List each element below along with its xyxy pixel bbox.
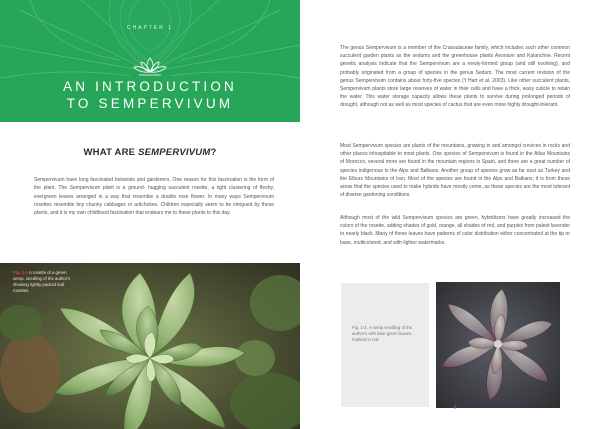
rosette-photo-purple (436, 282, 560, 408)
caption-box (341, 283, 429, 407)
right-paragraph-3: Although most of the wild Sempervivum species are green, hybridizers have greatly increased the colors of the rosette, adding shades of gold, orange, all shades of red, and purples from palest lavender to nearly black. Many of these leaves have patterns of color distribution either concentrated at the tip or base, multicolored, and with lighter watermarks. (340, 215, 570, 246)
left-body-paragraph: Sempervivum have long fascinated botanists and gardeners. One reason for this fascination is the form of the plant. The Sempervivum plant is a ground- hugging succulent rosette, a tight clustering of fleshy, evergreen leaves arranged in a way that resemble a double rose flower. In many ways Sempervivum rosettes resemble tiny chunky cabbages or artichokes. Children especially seem to be intrigued by these plants, and it is my own childhood fascination that endears me to these plants to this day. (34, 177, 274, 217)
left-caption-label: Fig. 1-1 (13, 270, 29, 275)
chapter-title-line-2: TO SEMPERVIVUM (66, 96, 234, 111)
page-number: 9 (453, 405, 457, 411)
section-heading (0, 147, 300, 158)
heading-suffix: ? (210, 147, 217, 158)
heading-italic: SEMPERVIVUM (138, 147, 211, 158)
chapter-label: CHAPTER 1 (126, 25, 174, 31)
left-caption-text: A rosette of a green semp. seedling of the author's showing tightly packed leaf rosettes. (13, 270, 71, 293)
chapter-banner (0, 0, 300, 122)
chapter-title (0, 78, 300, 112)
chapter-title-line-1: AN INTRODUCTION (63, 79, 237, 94)
right-photo-caption: Fig. 1-2. A semp seedling of the author's with blue-green leaves marked in red. (352, 325, 413, 342)
left-photo-caption (13, 270, 79, 294)
heading-prefix: WHAT ARE (83, 147, 139, 158)
right-paragraph-1: The genus Sempervivum is a member of the Crassulaceae family, which includes such other common succulent garden plants as the sedums and the greenhouse plants Aeonium and Kalanchoe. Recent genetic analysis indicate that the Sempervivum are a newly-formed group (and still evolving), and probably originated from a group of species in the genus Sedum. The most current revision of the genus Sempervivum contains about forty-five species ('t Hart et al. 2003). Like other succulent plants, Sempervivum plants store large reserves of water in their cells and have a thick, waxy cuticle to retain the water. This water storage capacity allows these plants to survive during prolonged periods of drought, although not as well as most species of cactus that are even more highly drought-tolerant. (340, 45, 570, 109)
right-paragraph-2: Most Sempervivum species are plants of the mountains, growing in and amongst crevices in rocks and other places inhospitable to most plants. One species of Sempervivum is found in the Atlas Mountains of Morocco, several more are found in the mountain regions in Spain, and there are a great number of species indigenous in the Alps and Balkans. Another group of species grow as far east as Turkey and the Elburz Mountains of Iran. Most of the species are found in the Alps and Balkans; it is from these areas that the species used to make hybrids have mostly come, as these species are the most tolerant of diverse gardening conditions. (340, 143, 570, 199)
lotus-icon (131, 56, 169, 78)
